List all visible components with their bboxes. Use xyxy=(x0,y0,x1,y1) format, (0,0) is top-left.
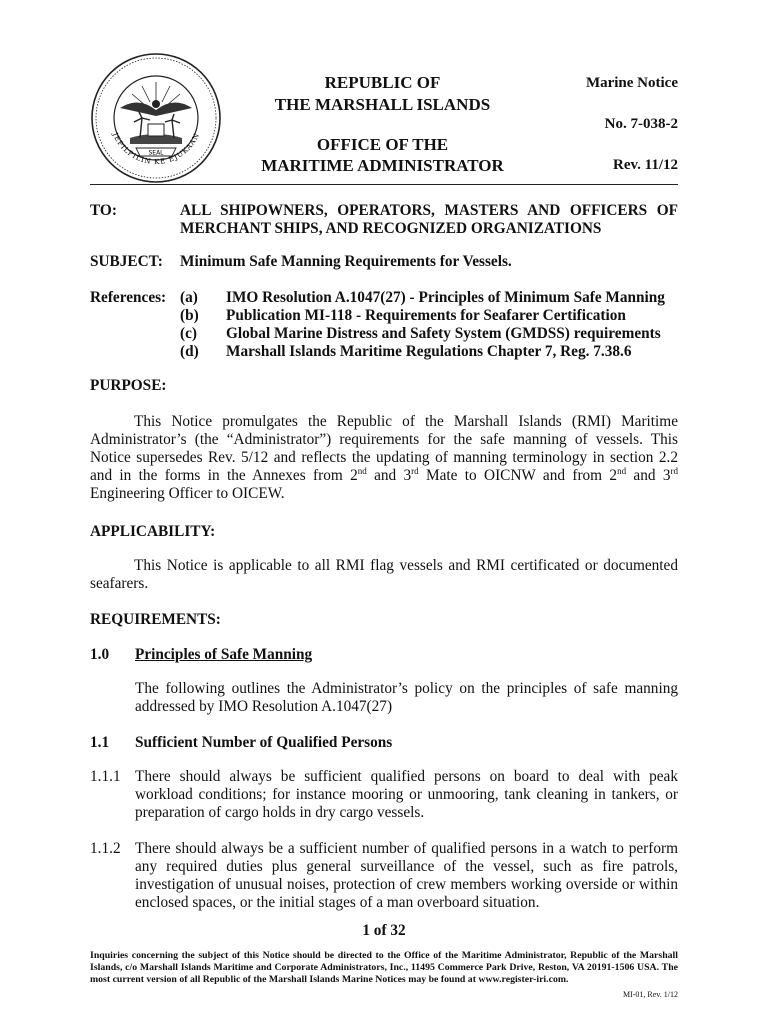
header-office: OFFICE OF THE xyxy=(316,135,449,154)
references-label: References: xyxy=(90,289,167,306)
section-title: Sufficient Number of Qualified Persons xyxy=(135,734,393,751)
sup-rd: rd xyxy=(670,465,678,476)
notice-type: Marine Notice xyxy=(585,75,678,91)
reference-item xyxy=(180,325,661,343)
header-republic: REPUBLIC OF xyxy=(324,73,441,92)
reference-item xyxy=(180,307,626,325)
header-administrator: MARITIME ADMINISTRATOR xyxy=(261,156,504,175)
footer-inquiries: Inquiries concerning the subject of this Notice should be directed to the Office of the Maritime Administrator, Republic of the Marshall Islands, c/o Marshall Islands Maritime and Corporate Administrators, Inc., 11495 Commerce Park Drive, Reston, VA 20191-1506 USA. The most current version of all Republic of the Marshall Islands Marine Notices may be found at www.register-iri.com. xyxy=(90,950,678,985)
purpose-text-4: and 3 xyxy=(626,467,671,484)
reference-text: Global Marine Distress and Safety System (GMDSS) requirements xyxy=(226,325,661,342)
reference-item xyxy=(180,289,665,307)
notice-number: No. 7-038-2 xyxy=(604,116,678,132)
sup-rd: rd xyxy=(411,465,419,476)
marshall-islands-seal xyxy=(90,52,222,184)
purpose-text-2: and 3 xyxy=(366,467,412,484)
purpose-paragraph xyxy=(90,413,678,503)
seal-ribbon-text: SEAL xyxy=(148,149,164,157)
section-number: 1.1 xyxy=(90,734,110,751)
subject-label: SUBJECT: xyxy=(90,253,163,270)
reference-key: (d) xyxy=(180,343,199,360)
section-number: 1.1.2 xyxy=(90,840,121,857)
sup-nd: nd xyxy=(617,465,627,476)
to-line-1: ALL SHIPOWNERS, OPERATORS, MASTERS AND OFFICERS OF xyxy=(180,202,678,219)
purpose-text-5: Engineering Officer to OICEW. xyxy=(90,485,285,502)
section-number: 1.0 xyxy=(90,646,110,663)
to-line-2: MERCHANT SHIPS, AND RECOGNIZED ORGANIZATIONS xyxy=(180,220,602,237)
requirements-heading: REQUIREMENTS: xyxy=(90,611,221,628)
purpose-text-3: Mate to OICNW and from 2 xyxy=(418,467,618,484)
reference-key: (b) xyxy=(180,307,199,324)
reference-text: Publication MI-118 - Requirements for Seafarer Certification xyxy=(226,307,626,324)
section-text: There should always be a sufficient number of qualified persons in a watch to perform any required duties plus general surveillance of the vessel, such as fire patrols, investigation of unusual noises, protection of crew members working overside or within enclosed spaces, or the initial stages of a man overboard situation. xyxy=(135,840,678,911)
seal-motto: JEPILPILIN KE EJUKAAN xyxy=(110,131,202,167)
purpose-heading: PURPOSE: xyxy=(90,377,167,394)
reference-text: IMO Resolution A.1047(27) - Principles of Minimum Safe Manning xyxy=(226,289,665,306)
header-rule xyxy=(90,184,678,185)
form-id: MI-01, Rev. 1/12 xyxy=(622,990,678,999)
header-country: THE MARSHALL ISLANDS xyxy=(274,95,491,114)
to-label: TO: xyxy=(90,202,117,219)
subject-text: Minimum Safe Manning Requirements for Vessels. xyxy=(180,253,512,270)
page-number: 1 of 32 xyxy=(362,922,406,939)
reference-key: (c) xyxy=(180,325,197,342)
section-text: The following outlines the Administrator’s policy on the principles of safe manning addressed by IMO Resolution A.1047(27) xyxy=(135,680,678,715)
section-text: There should always be sufficient qualified persons on board to deal with peak workload conditions; for instance mooring or unmooring, tank cleaning in tankers, or preparation of cargo holds in dry cargo vessels. xyxy=(135,768,678,821)
applicability-heading: APPLICABILITY: xyxy=(90,523,216,540)
purpose-text-1: This Notice promulgates the Republic of the Marshall Islands (RMI) Maritime Administrator’s (the “Administrator”) requirements for the safe manning of vessels. This Notice supersedes Rev. 5/12 and reflects the updating of manning terminology in section 2.2 and in the forms in the Annexes from 2 xyxy=(90,413,678,484)
notice-revision: Rev. 11/12 xyxy=(612,157,678,173)
section-title: Principles of Safe Manning xyxy=(135,646,313,663)
reference-text: Marshall Islands Maritime Regulations Chapter 7, Reg. 7.38.6 xyxy=(226,343,632,360)
applicability-paragraph: This Notice is applicable to all RMI flag vessels and RMI certificated or documented seafarers. xyxy=(90,557,678,592)
reference-key: (a) xyxy=(180,289,198,306)
section-number: 1.1.1 xyxy=(90,768,121,785)
sup-nd: nd xyxy=(357,465,367,476)
reference-item xyxy=(180,343,632,361)
